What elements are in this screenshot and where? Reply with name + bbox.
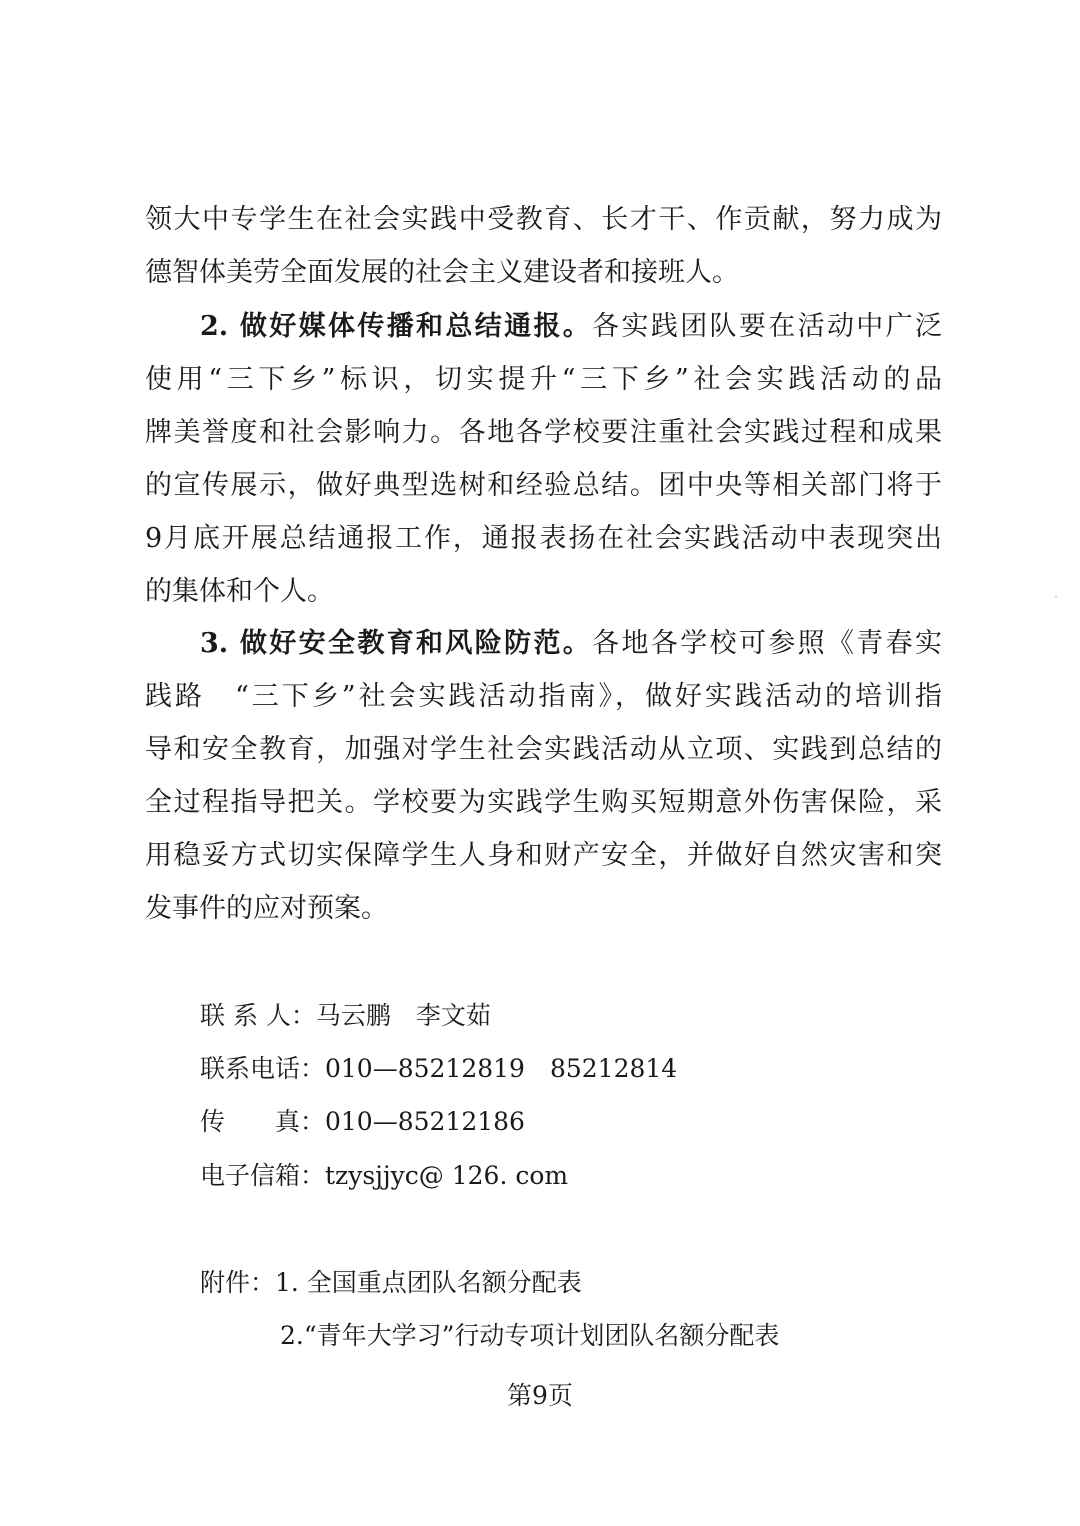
paragraph-2-line-2: 使用“三下乡”标识，切实提升“三下乡”社会实践活动的品 <box>145 364 942 395</box>
paragraph-2-line-4: 的宣传展示，做好典型选树和经验总结。团中央等相关部门将于 <box>145 470 942 501</box>
contact-fax: 传 真：010—85212186 <box>200 1107 525 1136</box>
page-number: 第9页 <box>507 1381 573 1410</box>
paragraph-3-line-3: 导和安全教育，加强对学生社会实践活动从立项、实践到总结的 <box>145 734 942 765</box>
paragraph-3-line-6: 发事件的应对预案。 <box>145 893 388 924</box>
paragraph-2-heading: 2. 做好媒体传播和总结通报。 <box>200 311 593 342</box>
paragraph-3-line-4: 全过程指导把关。学校要为实践学生购买短期意外伤害保险，采 <box>145 787 942 818</box>
attachment-item-2: 2.“青年大学习”行动专项计划团队名额分配表 <box>280 1321 780 1350</box>
paragraph-3-line-2: 践路 “三下乡”社会实践活动指南》，做好实践活动的培训指 <box>145 681 942 712</box>
paragraph-3-line-1 <box>200 624 942 664</box>
contact-phone: 联系电话：010—85212819 85212814 <box>200 1054 678 1083</box>
paragraph-2-line-1 <box>200 307 942 347</box>
scan-speck <box>1055 596 1057 598</box>
paragraph-1-line-1: 领大中专学生在社会实践中受教育、长才干、作贡献，努力成为 <box>145 204 942 235</box>
paragraph-2-line-3: 牌美誉度和社会影响力。各地各学校要注重社会实践过程和成果 <box>145 417 942 448</box>
paragraph-3-line-1-rest: 各地各学校可参照《青春实 <box>592 628 942 659</box>
paragraph-2-line-1-rest: 各实践团队要在活动中广泛 <box>592 311 942 342</box>
paragraph-2-line-6: 的集体和个人。 <box>145 576 334 607</box>
attachment-item-1: 附件：1. 全国重点团队名额分配表 <box>200 1268 582 1297</box>
contact-email: 电子信箱：tzysjjyc@ 126. com <box>200 1161 569 1190</box>
contact-person: 联 系 人：马云鹏 李文茹 <box>200 1001 491 1030</box>
paragraph-2-line-5: 9月底开展总结通报工作，通报表扬在社会实践活动中表现突出 <box>145 523 942 554</box>
paragraph-1-line-2: 德智体美劳全面发展的社会主义建设者和接班人。 <box>145 257 739 288</box>
paragraph-3-line-5: 用稳妥方式切实保障学生人身和财产安全，并做好自然灾害和突 <box>145 840 942 871</box>
paragraph-3-heading: 3. 做好安全教育和风险防范。 <box>200 628 593 659</box>
